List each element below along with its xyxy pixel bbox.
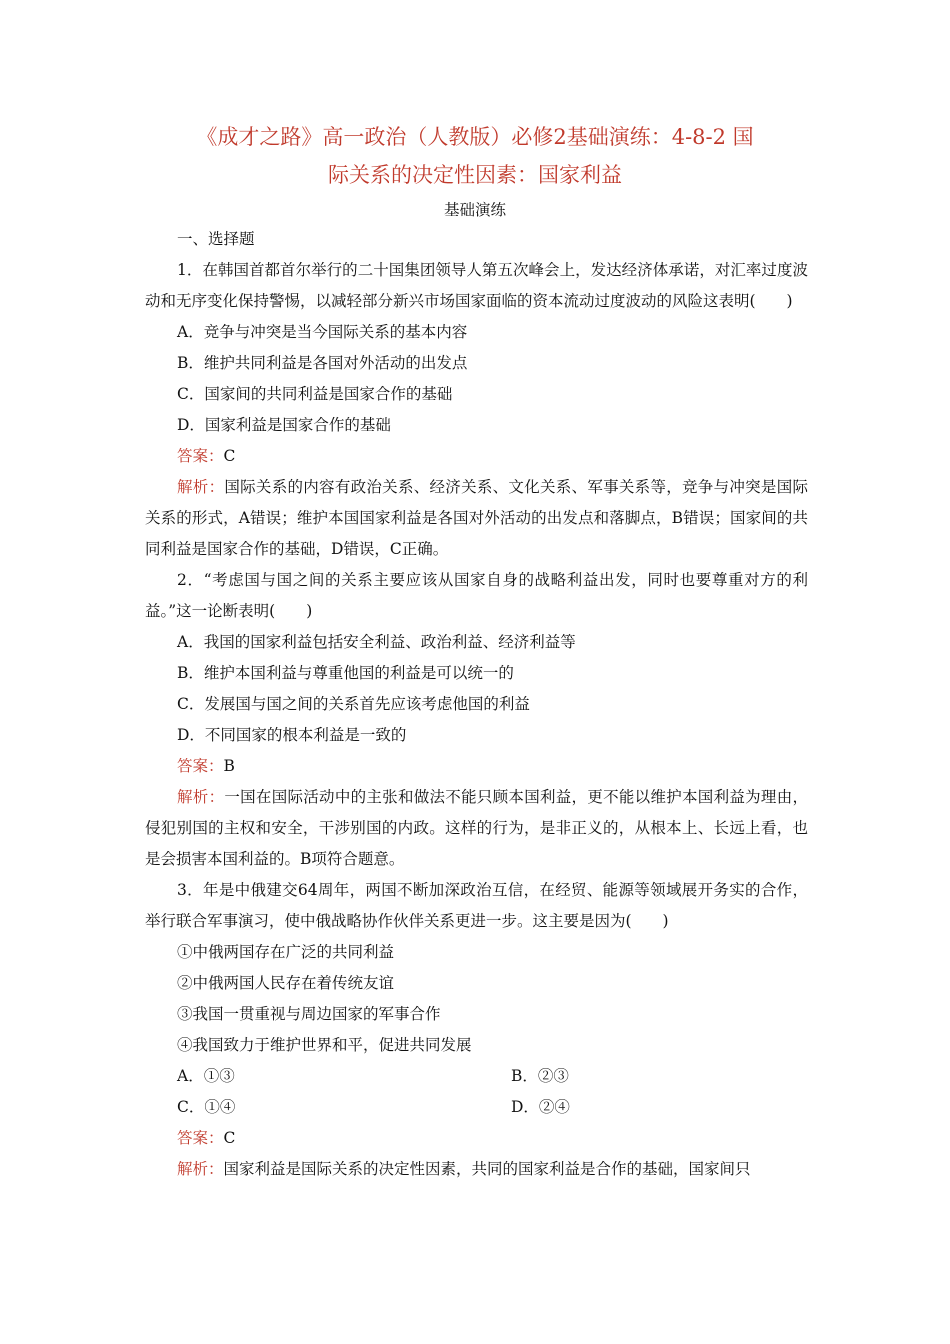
q2-option-a: A．我国的国家利益包括安全利益、政治利益、经济利益等: [177, 633, 576, 651]
q3-item-3: ③我国一贯重视与周边国家的军事合作: [177, 1005, 441, 1023]
q1-option-a: A．竞争与冲突是当今国际关系的基本内容: [177, 323, 468, 341]
answer-value: C: [223, 447, 236, 465]
subtitle: 基础演练: [443, 201, 506, 219]
document-body: [145, 224, 808, 1185]
q3-options-row-2: [145, 1092, 808, 1123]
q3-item-1: ①中俄两国存在广泛的共同利益: [177, 943, 395, 961]
analysis-text: 国家利益是国际关系的决定性因素，共同的国家利益是合作的基础，国家间只: [223, 1160, 751, 1178]
answer-value: B: [223, 757, 235, 775]
q3-option-a: A．①③: [177, 1067, 235, 1085]
q3-analysis: [145, 1154, 808, 1185]
title-line-2: 际关系的决定性因素：国家利益: [328, 163, 622, 187]
q2-analysis: [145, 782, 808, 875]
answer-label: 答案：: [177, 447, 224, 465]
analysis-label: 解析：: [177, 478, 225, 496]
q1-option-c: C．国家间的共同利益是国家合作的基础: [177, 385, 453, 403]
analysis-text: 国际关系的内容有政治关系、经济关系、文化关系、军事关系等，竞争与冲突是国际关系的形式，A错误；维护本国国家利益是各国对外活动的出发点和落脚点，B错误；国家间的共同利益是国家合作的基础，D错误，C正确。: [145, 478, 808, 558]
question-1-stem: 1．在韩国首都首尔举行的二十国集团领导人第五次峰会上，发达经济体承诺，对汇率过度波动和无序变化保持警惕，以减轻部分新兴市场国家面临的资本流动过度波动的风险这表明( ): [145, 261, 808, 310]
section-heading: 一、选择题: [177, 230, 255, 248]
q2-answer: [145, 751, 808, 782]
answer-value: C: [223, 1129, 236, 1147]
question-2-stem: 2．“考虑国与国之间的关系主要应该从国家自身的战略利益出发，同时也要尊重对方的利益。”这一论断表明( ): [145, 571, 808, 620]
q2-option-d: D．不同国家的根本利益是一致的: [177, 726, 407, 744]
q3-options-row-1: [145, 1061, 808, 1092]
q1-option-d: D．国家利益是国家合作的基础: [177, 416, 391, 434]
q3-option-b: B．②③: [511, 1067, 569, 1085]
q1-option-b: B．维护共同利益是各国对外活动的出发点: [177, 354, 468, 372]
document-title: [145, 118, 805, 194]
q2-option-b: B．维护本国利益与尊重他国的利益是可以统一的: [177, 664, 514, 682]
analysis-label: 解析：: [177, 1160, 224, 1178]
q3-option-d: D．②④: [511, 1098, 570, 1116]
answer-label: 答案：: [177, 1129, 224, 1147]
analysis-label: 解析：: [177, 788, 225, 806]
q3-item-4: ④我国致力于维护世界和平，促进共同发展: [177, 1036, 472, 1054]
q3-option-c: C．①④: [177, 1098, 236, 1116]
question-3-stem: 3．年是中俄建交64周年，两国不断加深政治互信，在经贸、能源等领域展开务实的合作，举行联合军事演习，使中俄战略协作伙伴关系更进一步。这主要是因为( ): [145, 881, 808, 930]
title-line-1: 《成才之路》高一政治（人教版）必修2基础演练：4-8-2 国: [196, 125, 754, 149]
q1-analysis: [145, 472, 808, 565]
q2-option-c: C．发展国与国之间的关系首先应该考虑他国的利益: [177, 695, 530, 713]
answer-label: 答案：: [177, 757, 224, 775]
q3-item-2: ②中俄两国人民存在着传统友谊: [177, 974, 395, 992]
q1-answer: [145, 441, 808, 472]
q3-answer: [145, 1123, 808, 1154]
analysis-text: 一国在国际活动中的主张和做法不能只顾本国利益，更不能以维护本国利益为理由，侵犯别国的主权和安全，干涉别国的内政。这样的行为，是非正义的，从根本上、长远上看，也是会损害本国利益的。B项符合题意。: [145, 788, 808, 868]
